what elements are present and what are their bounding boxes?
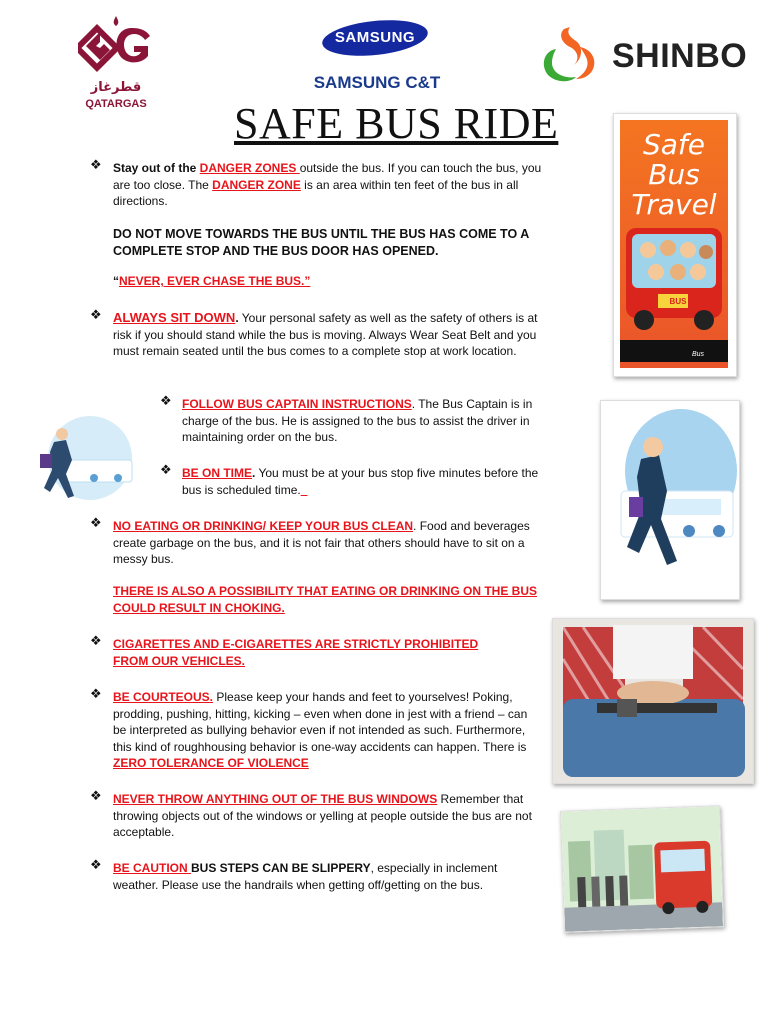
page-title: SAFE BUS RIDE (234, 99, 559, 148)
danger-zones-link: DANGER ZONES (199, 161, 300, 175)
courteous-text: Please keep your hands and feet to yourselves! Poking, prodding, pushing, hitting, kicking – even when done in jest with a friend – can be interpreted as bullying behavior even if not intended as such. Furthermore, this kind of roughhousing behavior is one-way accidents can happen. There is (113, 690, 528, 754)
sit-down-label: ALWAYS SIT DOWN (113, 310, 236, 325)
caution-paragraph (113, 860, 523, 893)
seatbelt-photo (552, 618, 754, 784)
poster-bus-label: BUS (669, 297, 687, 306)
danger-text-2: outside the bus. If you can touch the bus, you are too close. The (113, 161, 542, 192)
on-time-label: BE ON TIME (182, 466, 253, 480)
zero-tolerance-label: ZERO TOLERANCE OF VIOLENCE (113, 756, 309, 770)
sit-down-text: Your personal safety as well as the safety of others is at risk if you should stand while the bus is moving. Always Wear Seat Belt and you must remain seated until the bus comes to a complete stop at work location. (113, 311, 538, 358)
bullet-never-throw: ❖ (90, 788, 102, 803)
running-man-bus-icon (601, 401, 739, 599)
samsung-ct-text: SAMSUNG C&T (313, 73, 441, 92)
bullet-sit-down: ❖ (90, 307, 102, 322)
running-man-illustration (22, 412, 138, 504)
danger-intro: Stay out of the (113, 161, 200, 175)
on-time-dot: . (252, 466, 256, 480)
captain-paragraph (182, 396, 554, 446)
on-time-paragraph (182, 465, 554, 498)
qatargas-emblem-icon (78, 14, 154, 84)
sit-down-paragraph (113, 310, 553, 360)
bullet-caution: ❖ (90, 857, 102, 872)
caution-label: BE CAUTION (113, 861, 191, 875)
danger-text-3: is an area within ten feet of the bus in all directions. (113, 177, 519, 208)
shinbo-swirl-icon (536, 25, 604, 85)
choking-paragraph: THERE IS ALSO A POSSIBILITY THAT EATING OR DRINKING ON THE BUS COULD RESULT IN CHOKING. (113, 584, 538, 615)
poster-line-1: Safe (642, 128, 705, 161)
bullet-captain: ❖ (160, 393, 172, 408)
never-chase-text: NEVER, EVER CHASE THE BUS.” (119, 274, 311, 288)
qatargas-arabic-text: قطرغاز (90, 80, 142, 95)
qatargas-logo (78, 14, 154, 114)
caution-text: , especially in inclement weather. Please use the handrails when getting off/getting on the bus. (113, 861, 498, 892)
shinbo-logo (536, 25, 748, 85)
bullet-danger: ❖ (90, 157, 102, 172)
captain-label: FOLLOW BUS CAPTAIN INSTRUCTIONS (182, 397, 412, 411)
no-eating-label: NO EATING OR DRINKING/ KEEP YOUR BUS CLEAN (113, 519, 414, 533)
running-man-icon (22, 412, 138, 504)
captain-text: . The Bus Captain is in charge of the bus. He is assigned to the bus to assist the driver in maintaining order on the bus. (182, 397, 533, 444)
never-throw-label: NEVER THROW ANYTHING OUT OF THE BUS WINDOWS (113, 792, 438, 806)
running-man-bus-illustration (600, 400, 740, 600)
slippery-label: BUS STEPS CAN BE SLIPPERY (191, 861, 371, 875)
never-chase-paragraph (113, 273, 553, 290)
do-not-move-paragraph: DO NOT MOVE TOWARDS THE BUS UNTIL THE BUS HAS COME TO A COMPLETE STOP AND THE BUS DOOR HAS OPENED. (113, 227, 529, 258)
on-time-underscore: _ (300, 482, 308, 497)
sit-down-dot: . (235, 311, 239, 325)
never-chase-quote: “ (113, 274, 119, 288)
bus-stop-illustration (560, 805, 724, 933)
svg-text:Bus: Bus (692, 351, 705, 358)
no-eating-paragraph (113, 518, 553, 568)
danger-zone-paragraph (113, 160, 553, 210)
bullet-no-eating: ❖ (90, 515, 102, 530)
samsung-logo-text: SAMSUNG (334, 29, 416, 46)
samsung-logo (321, 18, 429, 58)
bullet-cigarettes: ❖ (90, 633, 102, 648)
never-throw-paragraph (113, 791, 543, 841)
never-throw-text: Remember that throwing objects out of the windows or yelling at people outside the bus are not acceptable. (113, 792, 532, 839)
on-time-text: You must be at your bus stop five minutes before the bus is scheduled time. (182, 466, 539, 497)
shinbo-text: SHINBO (612, 37, 748, 75)
poster-line-2: Bus (648, 158, 700, 191)
no-eating-text: . Food and beverages create garbage on the bus, and it is not fair that others should have to sit on a messy bus. (113, 519, 530, 566)
cigarettes-paragraph: CIGARETTES AND E-CIGARETTES ARE STRICTLY PROHIBITED FROM OUR VEHICLES. (113, 637, 479, 668)
qatargas-text: QATARGAS (85, 98, 147, 110)
courteous-label: BE COURTEOUS. (113, 690, 214, 704)
safe-bus-travel-poster (613, 113, 737, 377)
bullet-on-time: ❖ (160, 462, 172, 477)
courteous-paragraph (113, 689, 533, 772)
danger-zone-label: DANGER ZONE (212, 177, 301, 192)
bullet-courteous: ❖ (90, 686, 102, 701)
bus-stop-image (561, 806, 723, 931)
poster-line-3: Travel (631, 188, 717, 221)
cartoon-bus-icon (620, 222, 728, 362)
seatbelt-image (553, 619, 753, 783)
